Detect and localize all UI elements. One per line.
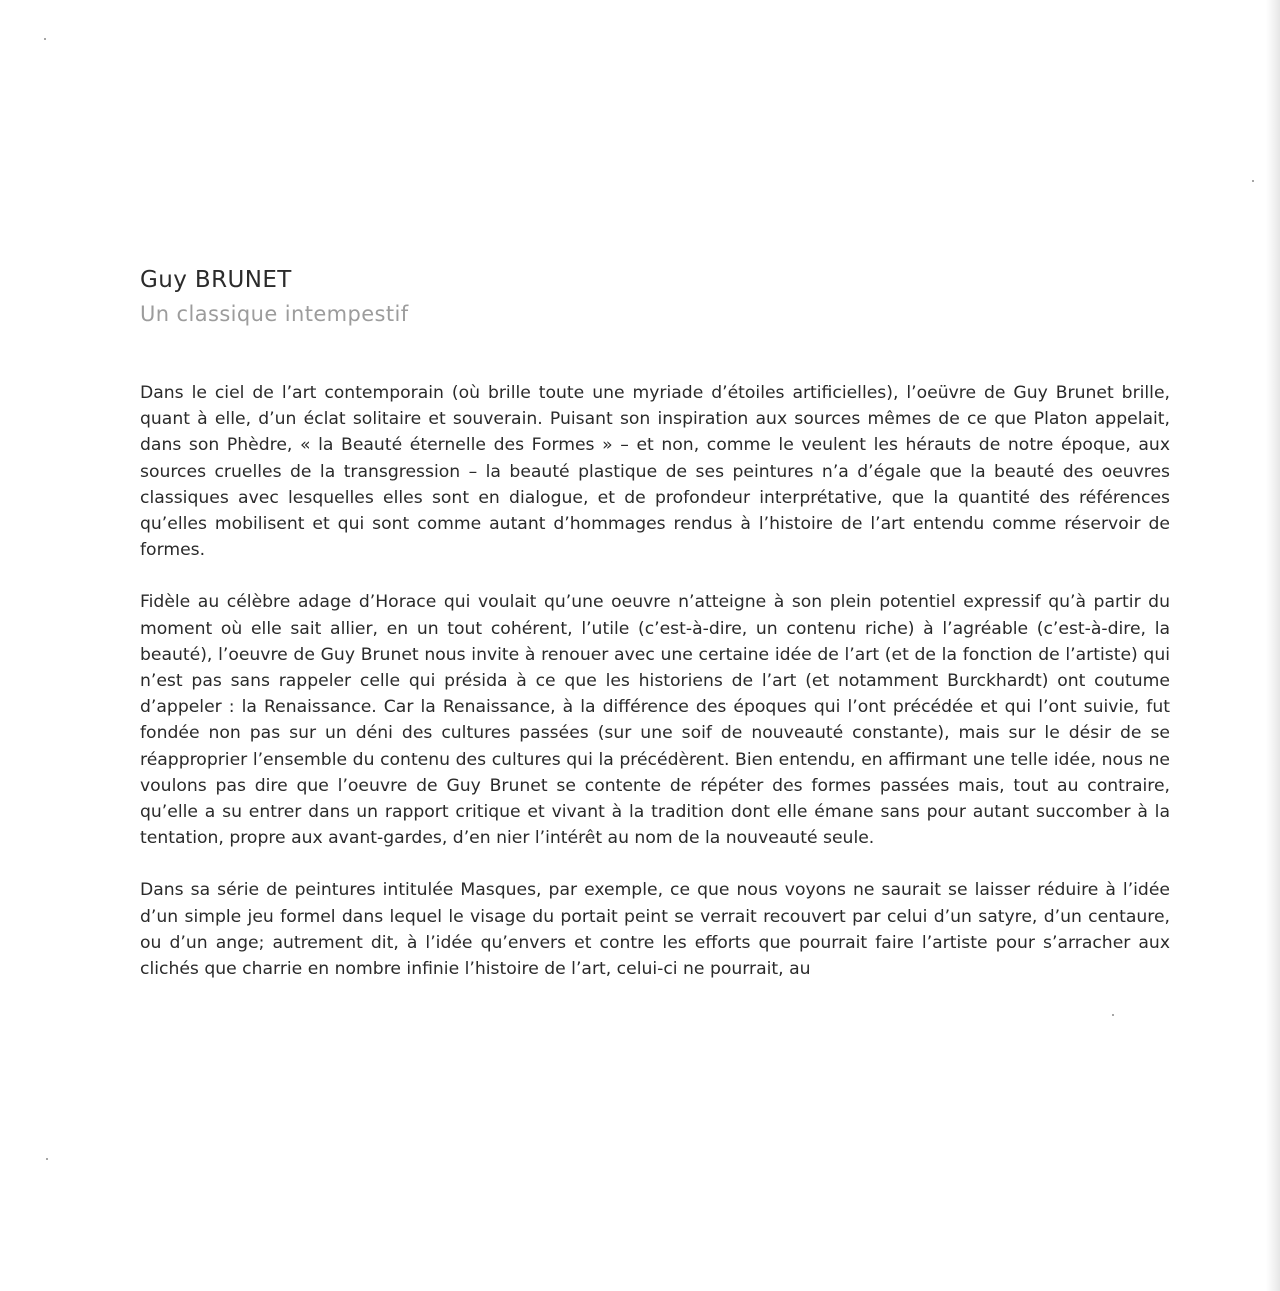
scan-speck [46,1158,48,1160]
article-body [140,380,1170,1008]
scan-speck [44,38,46,40]
paragraph-3: Dans sa série de peintures intitulée Masques, par exemple, ce que nous voyons ne saurait se laisser réduire à l’idée d’un simple jeu formel dans lequel le visage du portait peint se verrait recouvert par celui d’un satyre, d’un centaure, ou d’un ange; autrement dit, à l’idée qu’envers et contre les efforts que pourrait faire l’artiste pour s’arracher aux clichés que charrie en nombre infinie l’histoire de l’art, celui-ci ne pourrait, au [140,880,1170,980]
paragraph-2: Fidèle au célèbre adage d’Horace qui voulait qu’une oeuvre n’atteigne à son plein potentiel expressif qu’à partir du moment où elle sait allier, en un tout cohérent, l’utile (c’est-à-dire, un contenu riche) à l’agréable (c’est-à-dire, la beauté), l’oeuvre de Guy Brunet nous invite à renouer avec une certaine idée de l’art (et de la fonction de l’artiste) qui n’est pas sans rappeler celle qui présida à ce que les historiens de l’art (et notamment Burckhardt) ont coutume d’appeler : la Renaissance. Car la Renaissance, à la différence des époques qui l’ont précédée et qui l’ont suivie, fut fondée non pas sur un déni des cultures passées (sur une soif de nouveauté constante), mais sur le désir de se réapproprier l’ensemble du contenu des cultures qui la précédèrent. Bien entendu, en affirmant une telle idée, nous ne voulons pas dire que l’oeuvre de Guy Brunet se contente de répéter des formes passées mais, tout au contraire, qu’elle a su entrer dans un rapport critique et vivant à la tradition dont elle émane sans pour autant succomber à la tentation, propre aux avant-gardes, d’en nier l’intérêt au nom de la nouveauté seule. [140,592,1170,849]
page-subtitle: Un classique intempestif [140,302,409,326]
scan-speck [1252,180,1254,182]
paragraph-1: Dans le ciel de l’art contemporain (où brille toute une myriade d’étoiles artificielles), l’oeüvre de Guy Brunet brille, quant à elle, d’un éclat solitaire et souverain. Puisant son inspiration aux sources mêmes de ce que Platon appelait, dans son Phèdre, « la Beauté éternelle des Formes » – et non, comme le veulent les hérauts de notre époque, aux sources cruelles de la transgression – la beauté plastique de ses peintures n’a d’égale que la beauté des oeuvres classiques avec lesquelles elles sont en dialogue, et de profondeur interprétative, que la quantité des références qu’elles mobilisent et qui sont comme autant d’hommages rendus à l’histoire de l’art entendu comme réservoir de formes. [140,383,1170,561]
page-edge-shadow [1266,0,1280,1291]
article-header [140,262,1140,330]
page-title: Guy BRUNET [140,267,292,293]
scan-speck [1112,1014,1114,1016]
